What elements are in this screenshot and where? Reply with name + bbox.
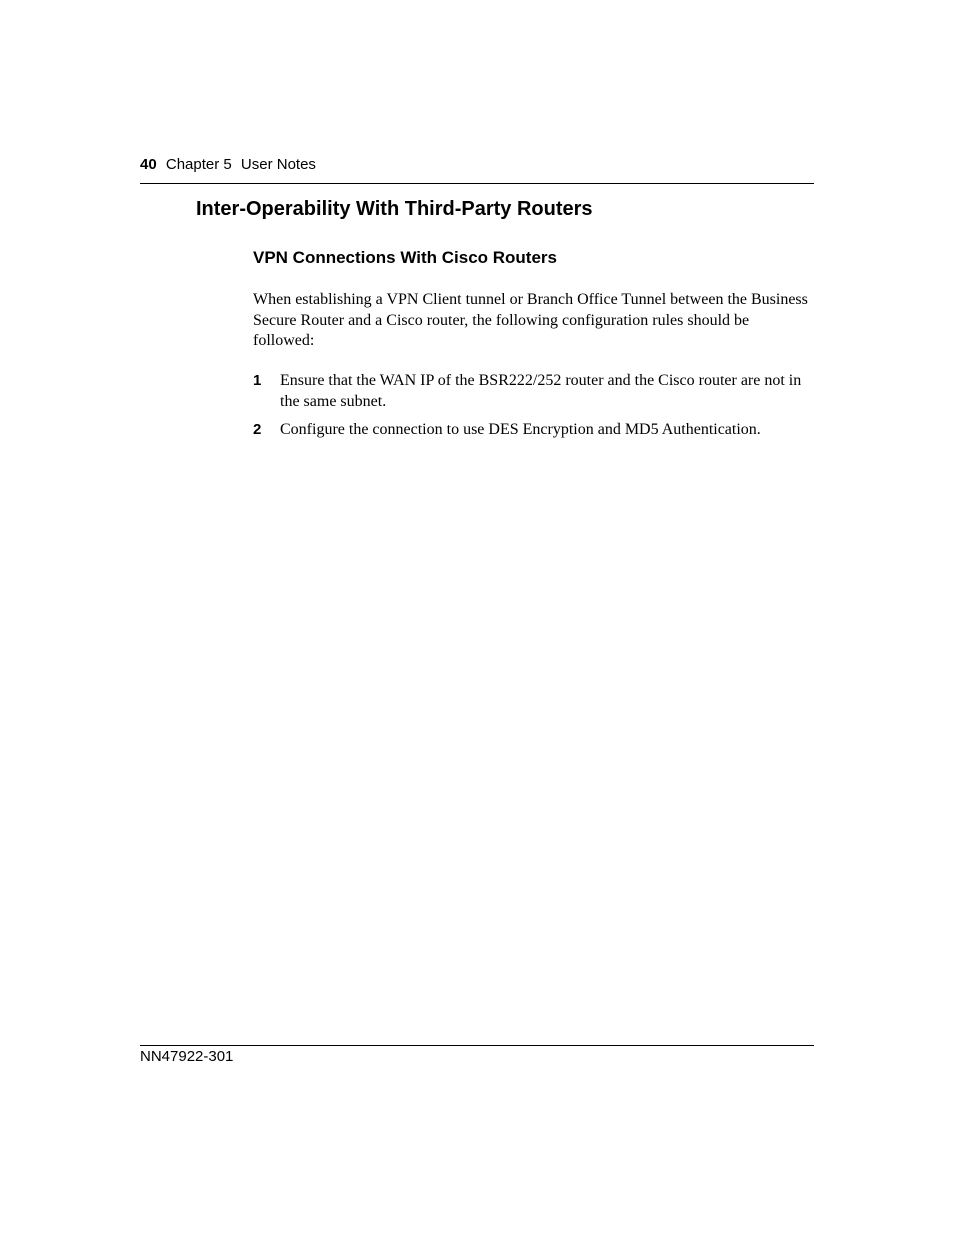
intro-paragraph: When establishing a VPN Client tunnel or Branch Office Tunnel between the Business Secure Router and a Cisco router, the following configuration rules should be followed: [253,291,808,349]
document-number: NN47922-301 [140,1048,234,1065]
configuration-steps-list [253,371,813,449]
chapter-label: Chapter 5 [165,156,232,173]
list-item [253,420,813,441]
page-number: 40 [140,156,157,173]
page-header [140,155,814,184]
step-text: Configure the connection to use DES Encryption and MD5 Authentication. [280,421,761,438]
page-footer [140,1045,814,1066]
step-text: Ensure that the WAN IP of the BSR222/252 router and the Cisco router are not in the same subnet. [280,372,802,410]
step-number: 1 [253,372,262,389]
subsection-title: VPN Connections With Cisco Routers [253,248,557,267]
chapter-title: User Notes [240,156,316,173]
step-number: 2 [253,421,262,438]
list-item [253,371,813,412]
section-title: Inter-Operability With Third-Party Routers [196,198,593,220]
